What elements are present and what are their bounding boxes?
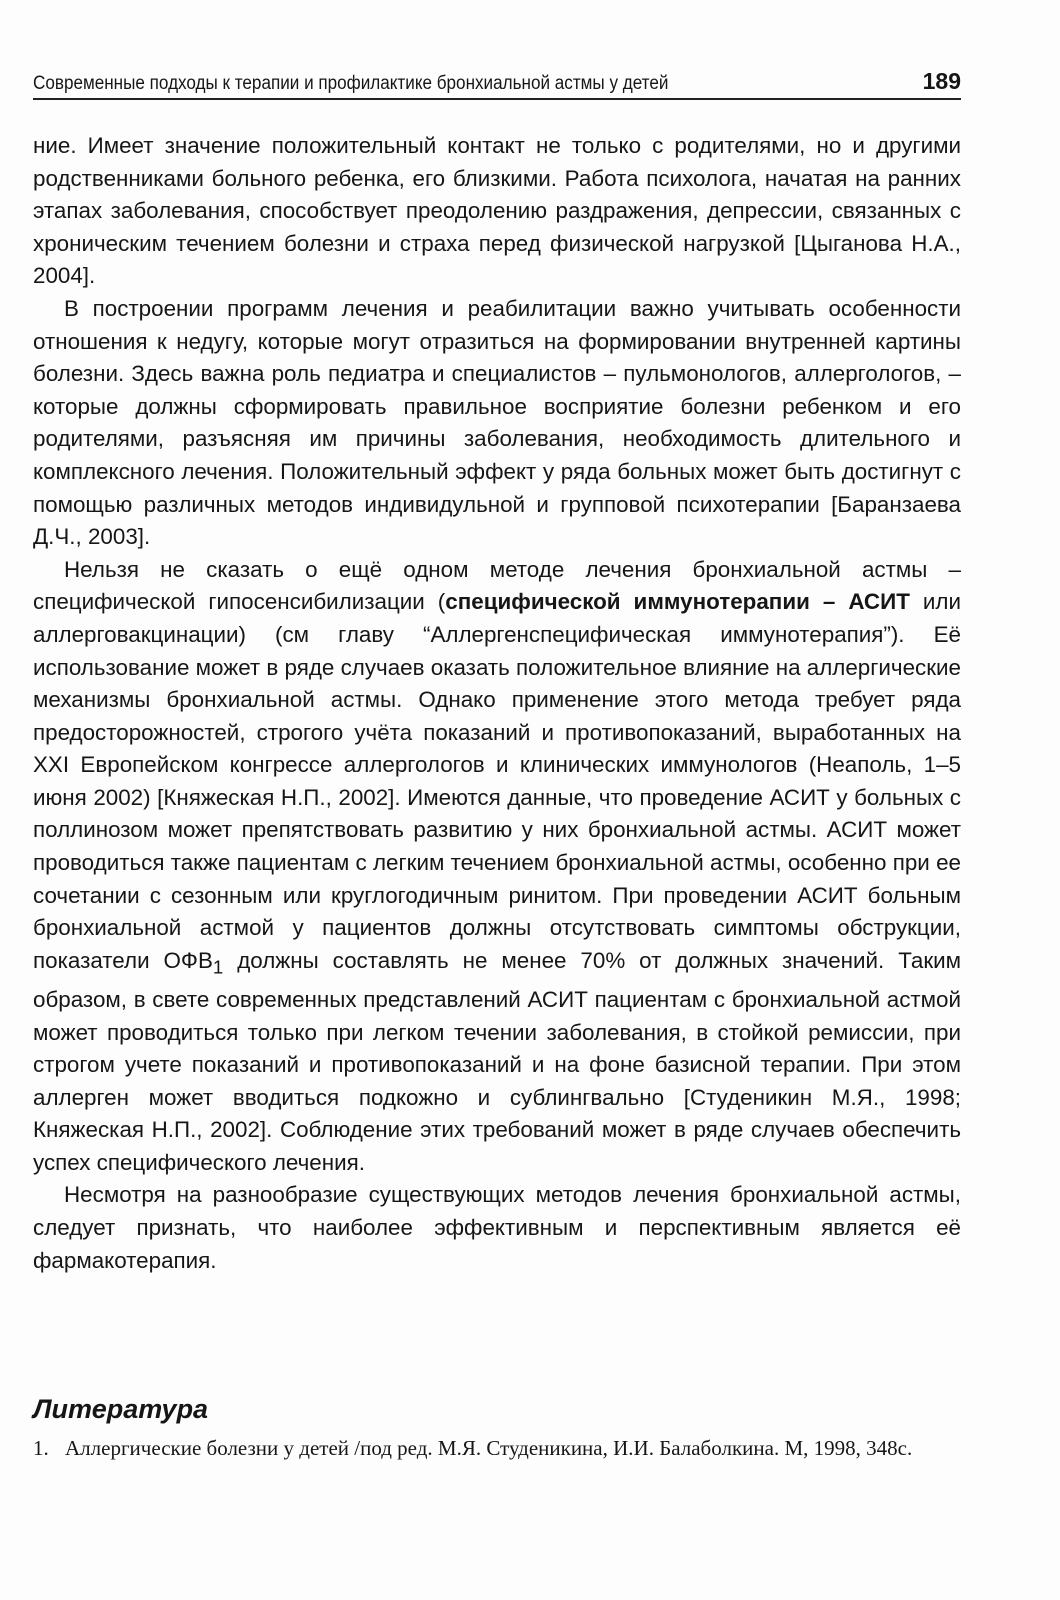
paragraph-3 [33,554,961,1180]
paragraph-3-start: Нельзя не сказать о ещё одном методе лечения бронхиальной астмы – специфической гипосенсибилизации ( [33,556,961,615]
paragraph-2: В построении программ лечения и реабилитации важно учитывать особенности отношения к недугу, которые могут отразиться на формировании внутренней картины болезни. Здесь важна роль педиатра и специалистов – пульмонологов, аллергологов, – которые должны сформировать правильное восприятие болезни ребенком и его родителями, разъясняя им причины заболевания, необходимость длительного и комплексного лечения. Положительный эффект у ряда больных может быть достигнут с помощью различных методов индивидульной и групповой психотерапии [Баранзаева Д.Ч., 2003]. [33,295,961,550]
paragraph-3-end: должны составлять не менее 70% от должных значений. Таким образом, в свете современных представлений АСИТ пациентам с бронхиальной астмой может проводиться только при легком течении заболевания, в стойкой ремиссии, при строгом учете показаний и противопоказаний и на фоне базисной терапии. При этом аллерген может вводиться подкожно и сублингвально [Студеникин М.Я., 1998; Княжеская Н.П., 2002]. Соблюдение этих требований может в ряде случаев обеспечить успех специфического лечения. [33,947,962,1175]
literature-heading: Литература [33,1394,209,1424]
reference-item [33,1433,961,1463]
running-title: Современные подходы к терапии и профилактике бронхиальной астмы у детей [33,73,669,94]
running-header [33,66,961,100]
reference-text: Аллергические болезни у детей /под ред. М.Я. Студеникина, И.И. Балаболкина. М, 1998, 348с. [65,1436,913,1460]
body-text [33,130,961,1277]
paragraph-4: Несмотря на разнообразие существующих методов лечения бронхиальной астмы, следует признать, что наиболее эффективным и перспективным является её фармакотерапия. [33,1182,961,1273]
paragraph-1: ние. Имеет значение положительный контакт не только с родителями, но и другими родственниками больного ребенка, его близкими. Работа психолога, начатая на ранних этапах заболевания, способствует преодолению раздражения, депрессии, связанных с хроническим течением болезни и страха перед физической нагрузкой [Цыганова Н.А., 2004]. [33,133,961,289]
fev-subscript: 1 [212,956,224,978]
page-number: 189 [922,68,961,94]
reference-list [33,1433,961,1463]
reference-number: 1. [33,1436,49,1460]
asit-term: специфической иммунотерапии – АСИТ [445,589,910,615]
paragraph-3-middle: или аллерговакцинации) (см главу “Аллергенспецифическая иммунотерапия”). Её использование может в ряде случаев оказать положительное влияние на аллергические механизмы бронхиальной астмы. Однако применение этого метода требует ряда предосторожностей, строгого учёта показаний и противопоказаний, выработанных на XXI Европейском конгрессе аллергологов и клинических иммунологов (Неаполь, 1–5 июня 2002) [Княжеская Н.П., 2002]. Имеются данные, что проведение АСИТ у больных с поллинозом может препятствовать развитию у них бронхиальной астмы. АСИТ может проводиться также пациентам с легким течением бронхиальной астмы, особенно при ее сочетании с сезонным или круглогодичным ринитом. При проведении АСИТ больным бронхиальной астмой у пациентов должны отсутствовать симптомы обструкции, показатели ОФВ [33,589,961,973]
